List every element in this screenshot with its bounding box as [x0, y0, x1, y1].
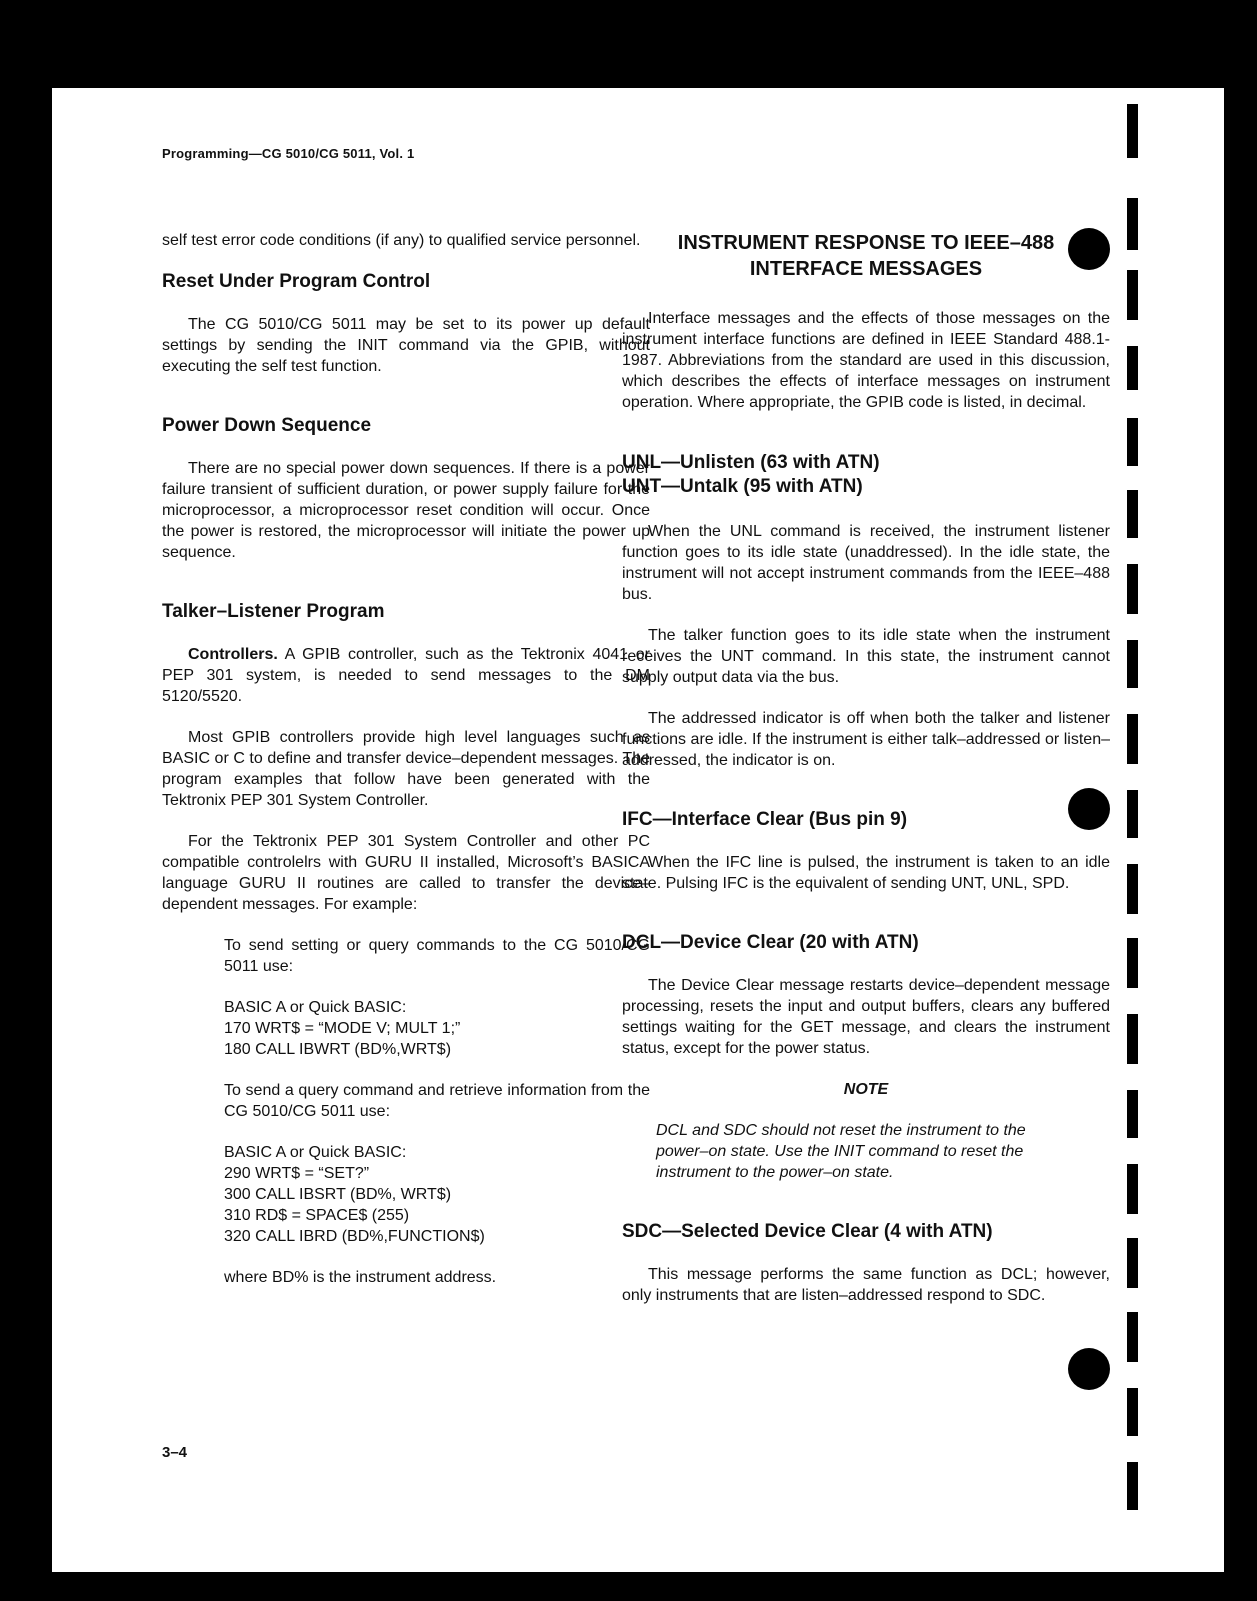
edge-mark — [1127, 1462, 1138, 1510]
example-2-intro: To send a query command and retrieve information from the CG 5010/CG 5011 use: — [224, 1082, 650, 1120]
section-title — [622, 230, 1110, 282]
interface-intro-paragraph: Interface messages and the effects of those messages on the instrument interface functions are defined in IEEE Standard 488.1-1987. Abbreviations from the standard are used in this discussion, which describes the effects of interface messages on instrument operation. Where appropriate, the GPIB code is listed, in decimal. — [622, 310, 1110, 411]
section-title-line-2: INTERFACE MESSAGES — [749, 258, 983, 280]
edge-mark — [1127, 1388, 1138, 1436]
unl-unt-heading — [622, 451, 1110, 499]
edge-mark — [1127, 104, 1138, 158]
right-column — [622, 230, 1110, 1326]
power-down-paragraph: There are no special power down sequences. If there is a power failure transient of sufficient duration, or power supply failure for the microprocessor, a microprocessor reset condition will occur. Once the power is restored, the microprocessor will initiate the power up sequence. — [162, 460, 650, 561]
power-down-heading: Power Down Sequence — [162, 415, 372, 436]
code-line: 300 CALL IBSRT (BD%, WRT$) — [224, 1186, 452, 1203]
binder-hole-icon — [1068, 228, 1110, 270]
edge-mark — [1127, 714, 1138, 764]
note-text: DCL and SDC should not reset the instrument to the power–on state. Use the INIT command to reset the instrument to the power–on state. — [656, 1122, 1026, 1181]
controllers-text: A GPIB controller, such as the Tektronix 4041 or PEP 301 system, is needed to send messages to the DM 5120/5520. — [162, 646, 650, 705]
code-line: 320 CALL IBRD (BD%,FUNCTION$) — [224, 1228, 485, 1245]
example-block-1 — [224, 935, 650, 1060]
controllers-run-in: Controllers. — [188, 646, 278, 663]
edge-mark — [1127, 1238, 1138, 1288]
example-2-code — [224, 1142, 650, 1247]
unl-heading: UNL—Unlisten (63 with ATN) — [622, 452, 880, 473]
binder-hole-icon — [1068, 1348, 1110, 1390]
edge-mark — [1127, 1312, 1138, 1362]
unt-paragraph: The talker function goes to its idle state when the instrument receives the UNT command. In this state, the instrument cannot supply output data via the bus. — [622, 627, 1110, 686]
edge-mark — [1127, 198, 1138, 250]
ifc-paragraph: When the IFC line is pulsed, the instrument is taken to an idle state. Pulsing IFC is the equivalent of sending UNT, UNL, SPD. — [622, 854, 1110, 892]
page-number: 3–4 — [162, 1444, 188, 1461]
edge-mark — [1127, 490, 1138, 538]
example-block-2 — [224, 1080, 650, 1247]
reset-heading: Reset Under Program Control — [162, 271, 431, 292]
code-line: 310 RD$ = SPACE$ (255) — [224, 1207, 410, 1224]
reset-paragraph: The CG 5010/CG 5011 may be set to its power up default settings by sending the INIT command via the GPIB, without executing the self test function. — [162, 316, 650, 375]
example-1-intro: To send setting or query commands to the CG 5010/CG 5011 use: — [224, 937, 650, 975]
section-title-line-1: INSTRUMENT RESPONSE TO IEEE–488 — [677, 232, 1055, 254]
left-column — [162, 230, 650, 1308]
dcl-heading: DCL—Device Clear (20 with ATN) — [622, 932, 919, 953]
sdc-heading: SDC—Selected Device Clear (4 with ATN) — [622, 1221, 993, 1242]
binder-hole-icon — [1068, 788, 1110, 830]
edge-mark — [1127, 1014, 1138, 1064]
code-line: BASIC A or Quick BASIC: — [224, 999, 407, 1016]
document-page — [52, 88, 1224, 1572]
edge-mark — [1127, 938, 1138, 988]
code-line: 290 WRT$ = “SET?” — [224, 1165, 370, 1182]
edge-mark — [1127, 564, 1138, 614]
edge-mark — [1127, 640, 1138, 688]
edge-mark — [1127, 1164, 1138, 1214]
code-line: BASIC A or Quick BASIC: — [224, 1144, 407, 1161]
example-1-code — [224, 997, 650, 1060]
dcl-paragraph: The Device Clear message restarts device–dependent message processing, resets the input and output buffers, clears any buffered settings waiting for the GET message, and clears the instrument status, except for the power status. — [622, 977, 1110, 1057]
unt-heading: UNT—Untalk (95 with ATN) — [622, 476, 863, 497]
where-note: where BD% is the instrument address. — [224, 1269, 497, 1286]
running-head: Programming—CG 5010/CG 5011, Vol. 1 — [162, 146, 415, 161]
edge-mark — [1127, 1090, 1138, 1138]
edge-mark — [1127, 270, 1138, 320]
languages-paragraph: Most GPIB controllers provide high level languages such as BASIC or C to define and transfer device–dependent messages. The program examples that follow have been generated with the Tektronix PEP 301 System Controller. — [162, 729, 650, 809]
edge-mark — [1127, 418, 1138, 466]
code-line: 180 CALL IBWRT (BD%,WRT$) — [224, 1041, 452, 1058]
talker-listener-heading: Talker–Listener Program — [162, 601, 385, 622]
edge-mark — [1127, 790, 1138, 838]
intro-paragraph: self test error code conditions (if any) to qualified service personnel. — [162, 232, 641, 249]
unl-paragraph: When the UNL command is received, the instrument listener function goes to its idle state (unaddressed). In the idle state, the instrument will not accept instrument commands from the IEEE–488 bus. — [622, 523, 1110, 603]
addressed-indicator-paragraph: The addressed indicator is off when both the talker and listener functions are idle. If the instrument is either talk–addressed or listen–addressed, the indicator is on. — [622, 710, 1110, 769]
ifc-heading: IFC—Interface Clear (Bus pin 9) — [622, 809, 908, 830]
pep301-paragraph: For the Tektronix PEP 301 System Controller and other PC compatible controlelrs with GURU II installed, Microsoft’s BASICA language GURU II routines are called to transfer the device–dependent messages. For example: — [162, 833, 650, 913]
sdc-paragraph: This message performs the same function as DCL; however, only instruments that are listen–addressed respond to SDC. — [622, 1266, 1110, 1304]
edge-mark — [1127, 864, 1138, 914]
code-line: 170 WRT$ = “MODE V; MULT 1;” — [224, 1020, 461, 1037]
edge-mark — [1127, 346, 1138, 390]
note-heading: NOTE — [843, 1081, 889, 1098]
controllers-paragraph — [162, 644, 650, 707]
